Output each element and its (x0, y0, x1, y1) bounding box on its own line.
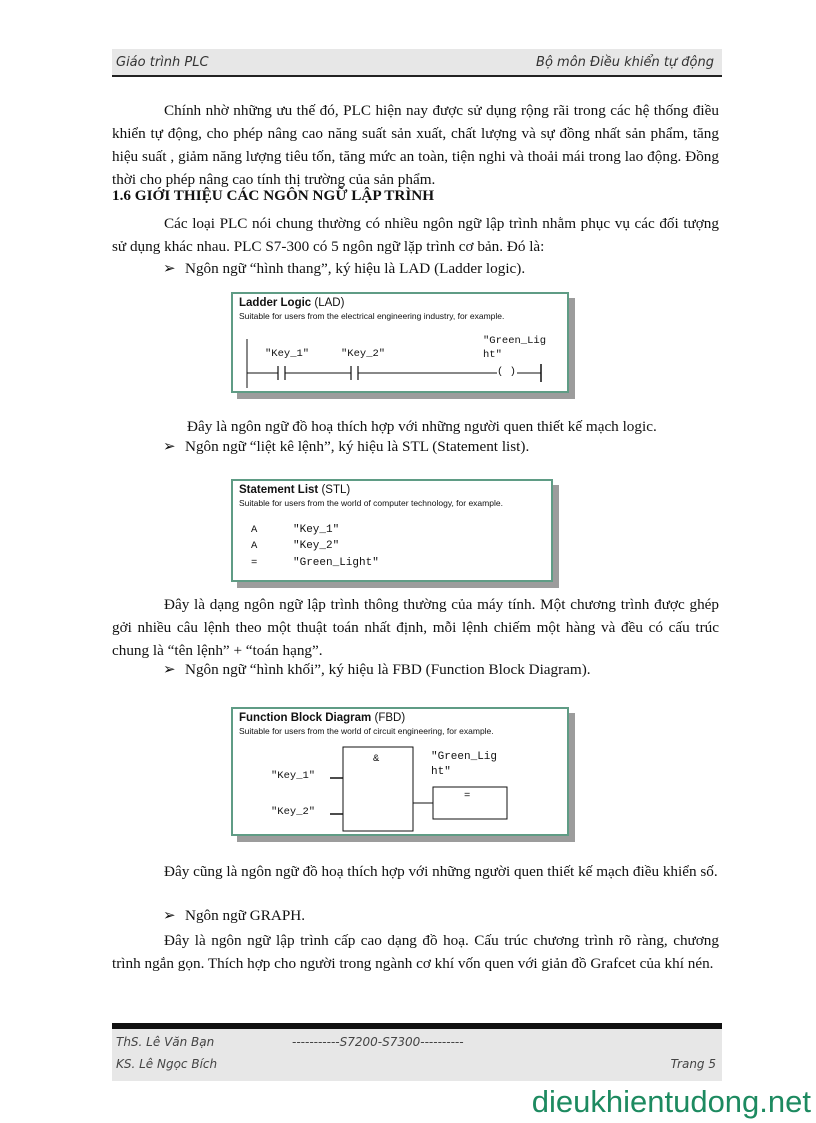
fbd-subtitle: Suitable for users from the world of circuit engineering, for example. (239, 726, 494, 736)
header-left: Giáo trình PLC (116, 55, 209, 70)
fbd-description: Đây cũng là ngôn ngữ đồ hoạ thích hợp với những người quen thiết kế mạch điều khiển số. (164, 863, 718, 880)
arrow-bullet-icon: ➢ (163, 438, 176, 455)
arrow-bullet-icon: ➢ (163, 260, 176, 277)
bullet-fbd (163, 660, 591, 679)
fbd-input2-label: "Key_2" (271, 806, 316, 818)
fbd-and-label: & (373, 753, 380, 765)
fbd-input1-label: "Key_1" (271, 770, 316, 782)
bullet-graph-text: Ngôn ngữ GRAPH. (185, 907, 306, 924)
stl-op-3: = (251, 557, 258, 569)
lad-coil-label-1: "Green_Lig (483, 335, 547, 347)
figure-statement-list (231, 479, 553, 582)
lad-title: Ladder Logic (LAD) (239, 297, 345, 309)
stl-op-1: A (251, 524, 258, 536)
paragraph-intro: Chính nhờ những ưu thế đó, PLC hiện nay được sử dụng rộng rãi trong các hệ thống điều khiển tự động, cho phép nâng cao năng suất sản xuất, chất lượng và sự đồng nhất sản phẩm, tăng hiệu suất , giảm năng lượng tiêu tốn, tăng mức an toàn, tiện nghi và thoải mái trong lao động. Đồng thời cho phép nâng cao tính thị trường của sản phẩm. (112, 102, 719, 188)
bullet-fbd-text: Ngôn ngữ “hình khối”, ký hiệu là FBD (Function Block Diagram). (185, 661, 591, 678)
bullet-lad (163, 259, 525, 278)
header-right: Bộ môn Điều khiển tự động (536, 55, 714, 70)
bullet-stl (163, 437, 529, 456)
lad-subtitle: Suitable for users from the electrical engineering industry, for example. (239, 311, 505, 321)
footer-author-2: KS. Lê Ngọc Bích (116, 1057, 218, 1071)
page-footer (112, 1023, 722, 1081)
lad-contact2-label: "Key_2" (341, 348, 386, 360)
bullet-graph (163, 906, 305, 925)
fbd-assign-label: = (464, 790, 471, 802)
stl-operand-3: "Green_Light" (293, 557, 379, 569)
lad-description: Đây là ngôn ngữ đồ hoạ thích hợp với những người quen thiết kế mạch logic. (187, 418, 657, 435)
lad-coil-label-2: ht" (483, 349, 502, 361)
graph-description: Đây là ngôn ngữ lập trình cấp cao dạng đồ hoạ. Cấu trúc chương trình rõ ràng, chương trình ngắn gọn. Thích hợp cho người trong ngành cơ khí vốn quen với giản đồ Grafcet của khí nén. (112, 932, 719, 972)
figure-function-block (231, 707, 569, 836)
fbd-output-label-1: "Green_Lig (431, 751, 498, 763)
stl-description: Đây là dạng ngôn ngữ lập trình thông thường của máy tính. Một chương trình được ghép gởi nhiều câu lệnh theo một thuật toán nhất định, mỗi lệnh chiếm một hàng và đều có cấu trúc chung là “tên lệnh” + “toán hạng”. (112, 596, 719, 659)
fbd-title: Function Block Diagram (FBD) (239, 712, 406, 724)
watermark-text: dieukhientudong.net (531, 1084, 811, 1119)
section-heading: 1.6 GIỚI THIỆU CÁC NGÔN NGỮ LẬP TRÌNH (112, 187, 435, 204)
figure-ladder-logic (231, 292, 569, 393)
fbd-output-label-2: ht" (431, 766, 451, 778)
stl-subtitle: Suitable for users from the world of computer technology, for example. (239, 498, 503, 508)
stl-op-2: A (251, 540, 258, 552)
arrow-bullet-icon: ➢ (163, 661, 176, 678)
page-header (112, 49, 722, 77)
footer-author-1: ThS. Lê Văn Bạn (116, 1035, 215, 1049)
page-number: Trang 5 (670, 1057, 716, 1071)
bullet-stl-text: Ngôn ngữ “liệt kê lệnh”, ký hiệu là STL (Statement list). (185, 438, 530, 455)
arrow-bullet-icon: ➢ (163, 907, 176, 924)
stl-operand-2: "Key_2" (293, 540, 340, 552)
paragraph-languages: Các loại PLC nói chung thường có nhiều ngôn ngữ lập trình nhằm phục vụ các đối tượng sử dụng khác nhau. PLC S7-300 có 5 ngôn ngữ lặp trình cơ bản. Đó là: (112, 215, 719, 255)
lad-coil: ( ) (497, 366, 516, 378)
lad-contact1-label: "Key_1" (265, 348, 310, 360)
footer-center: -----------S7200-S7300---------- (292, 1035, 464, 1049)
stl-operand-1: "Key_1" (293, 524, 340, 536)
stl-title: Statement List (STL) (239, 484, 351, 496)
bullet-lad-text: Ngôn ngữ “hình thang”, ký hiệu là LAD (Ladder logic). (185, 260, 526, 277)
